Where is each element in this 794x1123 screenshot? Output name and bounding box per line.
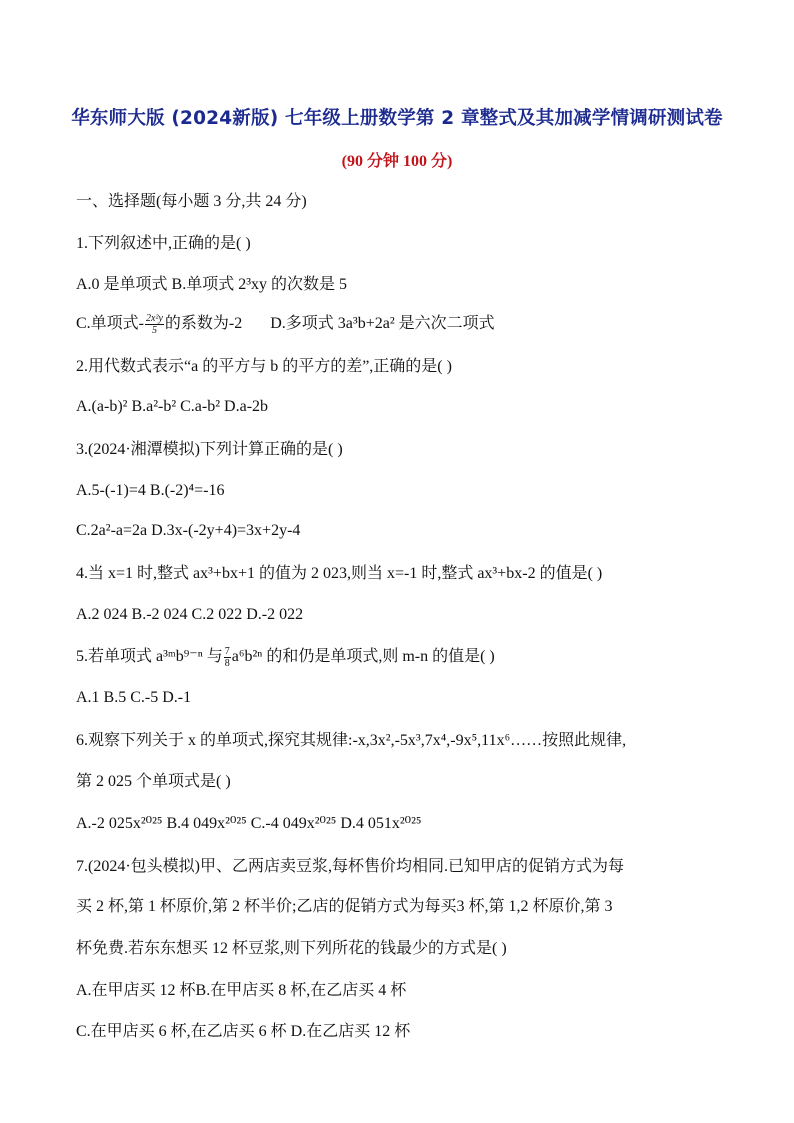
question-6-stem-line1: 6.观察下列关于 x 的单项式,探究其规律:-x,3x²,-5x³,7x⁴,-9x⁵,11x⁶……按照此规律, — [76, 732, 627, 749]
q1-fraction — [145, 313, 164, 336]
q5-fraction-numerator: 7 — [224, 646, 230, 657]
question-7-options-cd: C.在甲店买 6 杯,在乙店买 6 杯 D.在乙店买 12 杯 — [76, 1023, 411, 1040]
question-3-options-ab: A.5-(-1)=4 B.(-2)⁴=-16 — [76, 482, 225, 499]
q5-stem-prefix: 5.若单项式 a³ᵐb⁹⁻ⁿ 与 — [76, 648, 223, 666]
q1-option-d: D.多项式 3a³b+2a² 是六次二项式 — [270, 315, 495, 333]
question-7-stem-line2: 买 2 杯,第 1 杯原价,第 2 杯半价;乙店的促销方式为每买3 杯,第 1,2 杯原价,第 3 — [76, 898, 613, 915]
q1-fraction-numerator: 2x²y — [146, 313, 163, 324]
question-1-stem: 1.下列叙述中,正确的是( ) — [76, 235, 251, 252]
question-6-options: A.-2 025x²⁰²⁵ B.4 049x²⁰²⁵ C.-4 049x²⁰²⁵ D.4 051x²⁰²⁵ — [76, 815, 422, 832]
question-1-options-cd — [76, 313, 495, 336]
question-5-stem — [76, 646, 495, 669]
question-7-options-ab: A.在甲店买 12 杯B.在甲店买 8 杯,在乙店买 4 杯 — [76, 982, 407, 999]
question-1-options-ab: A.0 是单项式 B.单项式 2³xy 的次数是 5 — [76, 276, 348, 293]
page-title: 华东师大版 (2024新版) 七年级上册数学第 2 章整式及其加减学情调研测试卷 — [71, 108, 723, 129]
q1-fraction-denominator: 5 — [151, 325, 157, 336]
page-subtitle: (90 分钟 100 分) — [341, 153, 453, 170]
q1-option-c-prefix: C.单项式- — [76, 315, 145, 333]
question-2-stem: 2.用代数式表示“a 的平方与 b 的平方的差”,正确的是( ) — [76, 358, 452, 375]
q5-fraction — [224, 646, 231, 669]
question-4-options: A.2 024 B.-2 024 C.2 022 D.-2 022 — [76, 606, 304, 623]
question-5-options: A.1 B.5 C.-5 D.-1 — [76, 689, 192, 706]
q5-stem-suffix: a⁶b²ⁿ 的和仍是单项式,则 m-n 的值是( ) — [231, 648, 495, 666]
q1-option-c-suffix: 的系数为-2 — [164, 315, 243, 333]
question-3-stem: 3.(2024·湘潭模拟)下列计算正确的是( ) — [76, 441, 343, 458]
section-heading: 一、选择题(每小题 3 分,共 24 分) — [76, 193, 307, 210]
question-7-stem-line1: 7.(2024·包头模拟)甲、乙两店卖豆浆,每杯售价均相同.已知甲店的促销方式为每 — [76, 858, 624, 875]
question-2-options: A.(a-b)² B.a²-b² C.a-b² D.a-2b — [76, 398, 269, 415]
question-6-stem-line2: 第 2 025 个单项式是( ) — [76, 773, 231, 790]
question-4-stem: 4.当 x=1 时,整式 ax³+bx+1 的值为 2 023,则当 x=-1 时,整式 ax³+bx-2 的值是( ) — [76, 565, 603, 582]
question-7-stem-line3: 杯免费.若东东想买 12 杯豆浆,则下列所花的钱最少的方式是( ) — [76, 940, 507, 957]
q5-fraction-denominator: 8 — [224, 658, 230, 669]
question-3-options-cd: C.2a²-a=2a D.3x-(-2y+4)=3x+2y-4 — [76, 522, 301, 539]
